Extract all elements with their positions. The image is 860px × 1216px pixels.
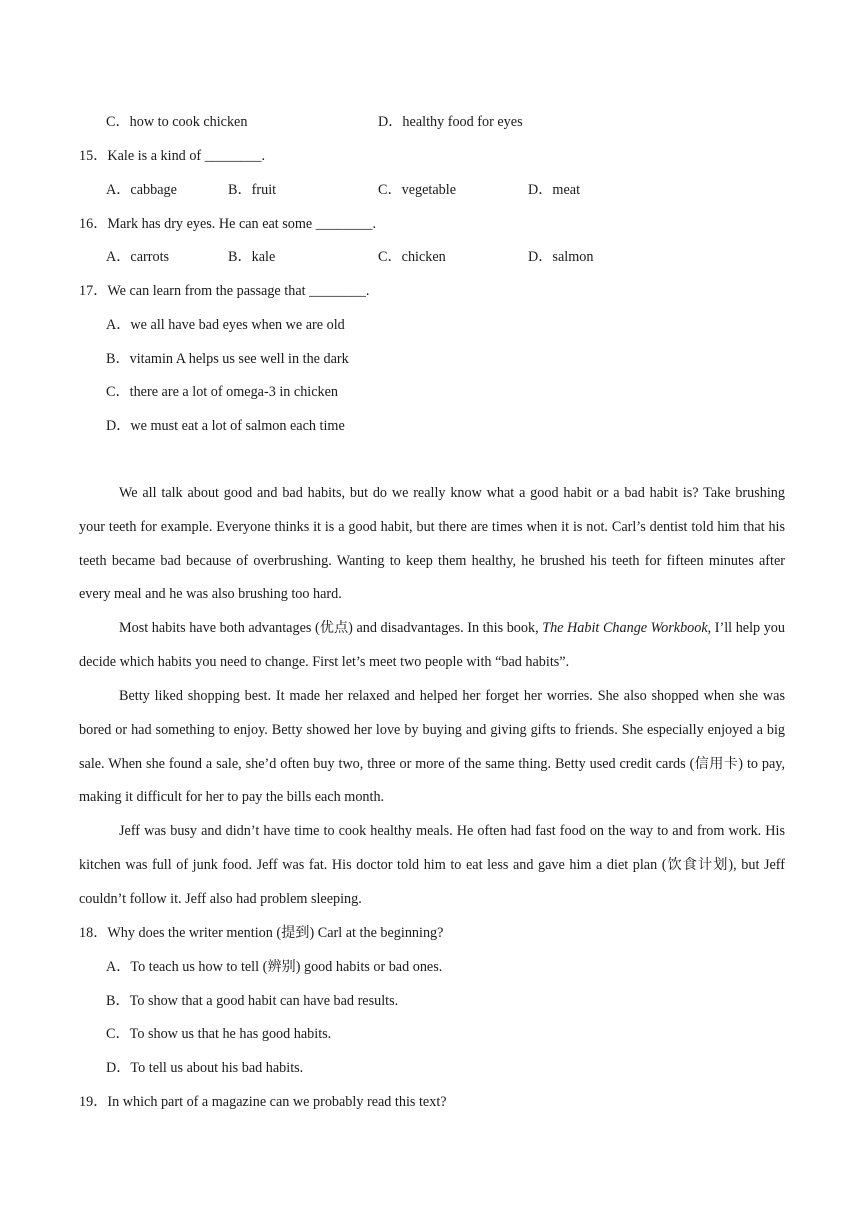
- q17-option-b: B．vitamin A helps us see well in the dark: [106, 351, 349, 367]
- passage-paragraph-2: [79, 612, 785, 680]
- q14-option-c: C．how to cook chicken: [106, 114, 248, 130]
- q18-option-d: D．To tell us about his bad habits.: [106, 1060, 304, 1076]
- q15-stem: 15．Kale is a kind of ________.: [79, 148, 265, 164]
- q15-option-b: B．fruit: [228, 182, 277, 198]
- q16-option-d: D．salmon: [528, 249, 594, 265]
- q18-option-c: C．To show us that he has good habits.: [106, 1026, 332, 1042]
- q16-option-a: A．carrots: [106, 249, 170, 265]
- q19-stem: 19．In which part of a magazine can we probably read this text?: [79, 1094, 447, 1110]
- q16-option-c: C．chicken: [378, 249, 446, 265]
- passage-paragraph-1: We all talk about good and bad habits, but do we really know what a good habit or a bad habit is? Take brushing your teeth for example. Everyone thinks it is a good habit, but there are times when it is not. Carl’s dentist told him that his teeth became bad because of overbrushing. Wanting to keep them healthy, he brushed his teeth for fifteen minutes after every meal and he was also brushing too hard.: [79, 485, 785, 603]
- q17-option-a: A．we all have bad eyes when we are old: [106, 317, 345, 333]
- q15-option-c: C．vegetable: [378, 182, 457, 198]
- passage-paragraph-4: Jeff was busy and didn’t have time to cook healthy meals. He often had fast food on the way to and from work. His kitchen was full of junk food. Jeff was fat. His doctor told him to eat less and gave him a diet plan (饮食计划), but Jeff couldn’t follow it. Jeff also had problem sleeping.: [79, 823, 785, 907]
- passage-paragraph-2-text-b: , I’ll help you decide which habits you need to change. First let’s meet two people with “bad habits”.: [79, 620, 785, 670]
- q17-stem: 17．We can learn from the passage that ________.: [79, 283, 370, 299]
- q18-option-a: A．To teach us how to tell (辨别) good habits or bad ones.: [106, 959, 443, 975]
- q14-option-d: D．healthy food for eyes: [378, 114, 523, 130]
- q15-option-a: A．cabbage: [106, 182, 177, 198]
- q17-option-c: C．there are a lot of omega-3 in chicken: [106, 384, 339, 400]
- book-title: The Habit Change Workbook: [542, 620, 708, 636]
- q17-option-d: D．we must eat a lot of salmon each time: [106, 418, 345, 434]
- passage-paragraph-3: Betty liked shopping best. It made her relaxed and helped her forget her worries. She also shopped when she was bored or had something to enjoy. Betty showed her love by buying and giving gifts to friends. She especially enjoyed a big sale. When she found a sale, she’d often buy two, three or more of the same thing. Betty used credit cards (信用卡) to pay, making it difficult for her to pay the bills each month.: [79, 688, 785, 806]
- q18-stem: 18．Why does the writer mention (提到) Carl at the beginning?: [79, 925, 444, 941]
- q16-stem: 16．Mark has dry eyes. He can eat some ________.: [79, 216, 377, 232]
- passage-paragraph-2-text-a: Most habits have both advantages (优点) and disadvantages. In this book,: [119, 620, 543, 636]
- q18-option-b: B．To show that a good habit can have bad results.: [106, 993, 399, 1009]
- q16-option-b: B．kale: [228, 249, 276, 265]
- q15-option-d: D．meat: [528, 182, 581, 198]
